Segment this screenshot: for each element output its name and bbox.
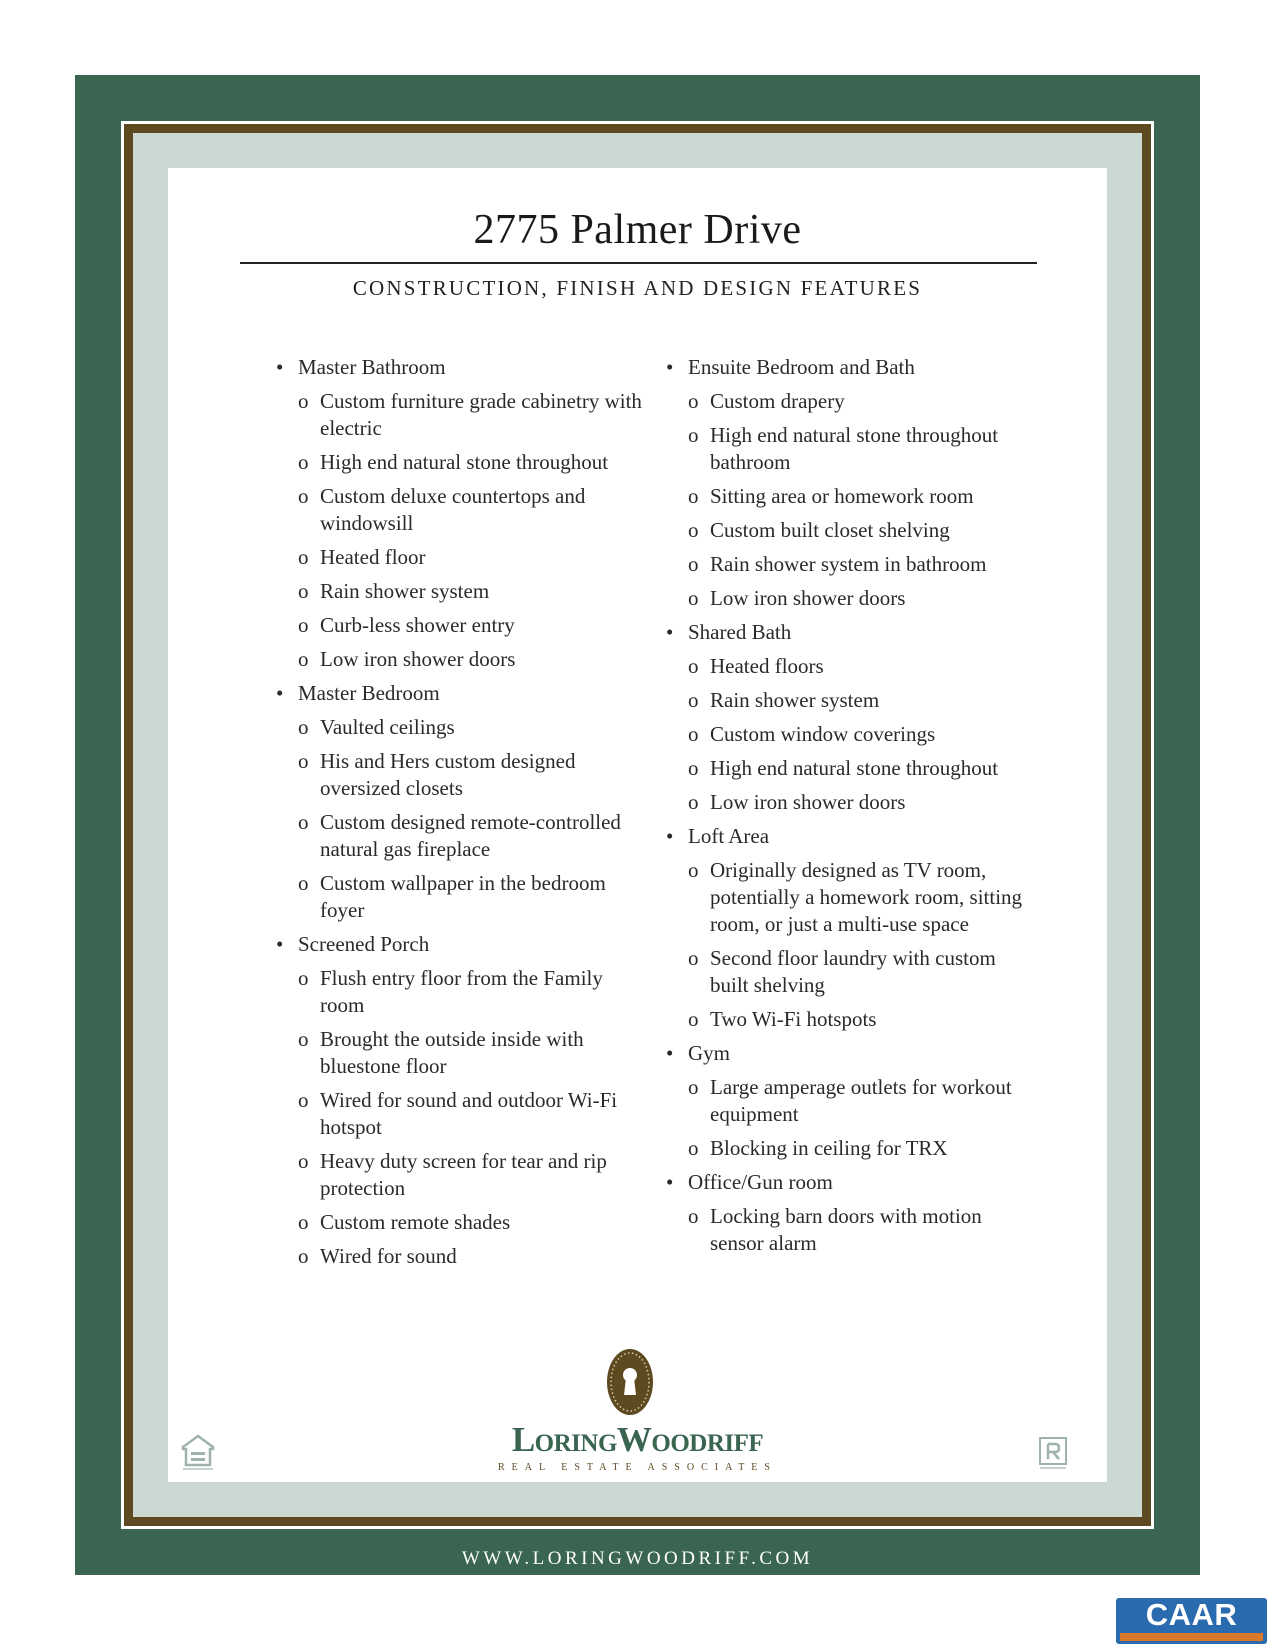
feature-text: Custom designed remote-controlled natural gas fireplace xyxy=(320,810,621,861)
feature-text: Blocking in ceiling for TRX xyxy=(710,1136,948,1160)
feature-item xyxy=(688,721,1036,748)
feature-item xyxy=(688,585,1036,612)
sub-bullet-marker: o xyxy=(688,518,699,542)
feature-section xyxy=(666,823,1036,1033)
feature-text: Brought the outside inside with bluestone floor xyxy=(320,1027,584,1078)
section-heading: Shared Bath xyxy=(688,620,792,644)
feature-list xyxy=(298,965,646,1270)
feature-item xyxy=(298,612,646,639)
bullet-marker: • xyxy=(666,1041,674,1065)
sub-bullet-marker: o xyxy=(688,552,699,576)
feature-item xyxy=(688,653,1036,680)
sub-bullet-marker: o xyxy=(688,858,699,882)
sub-bullet-marker: o xyxy=(298,749,309,773)
feature-item xyxy=(298,1243,646,1270)
feature-item xyxy=(688,755,1036,782)
feature-list xyxy=(298,714,646,924)
feature-section xyxy=(276,931,646,1270)
feature-section xyxy=(276,680,646,924)
sub-bullet-marker: o xyxy=(298,450,309,474)
caar-badge xyxy=(1116,1598,1267,1644)
feature-text: Sitting area or homework room xyxy=(710,484,974,508)
feature-item xyxy=(688,1006,1036,1033)
feature-text: Locking barn doors with motion sensor alarm xyxy=(710,1204,982,1255)
feature-item xyxy=(688,1203,1036,1257)
sub-bullet-marker: o xyxy=(688,654,699,678)
feature-item xyxy=(298,578,646,605)
caar-label: CAAR xyxy=(1145,1597,1238,1632)
bullet-marker: • xyxy=(666,620,674,644)
feature-item xyxy=(298,714,646,741)
sub-bullet-marker: o xyxy=(298,1149,309,1173)
section-heading: Master Bathroom xyxy=(298,355,446,379)
sub-bullet-marker: o xyxy=(688,389,699,413)
feature-item xyxy=(298,646,646,673)
feature-text: Second floor laundry with custom built shelving xyxy=(710,946,996,997)
feature-list xyxy=(688,388,1036,612)
sub-bullet-marker: o xyxy=(298,1027,309,1051)
feature-item xyxy=(298,748,646,802)
feature-text: High end natural stone throughout bathroom xyxy=(710,423,999,474)
feature-text: Custom drapery xyxy=(710,389,845,413)
section-list xyxy=(276,354,646,1270)
bullet-marker: • xyxy=(666,824,674,848)
feature-item xyxy=(688,483,1036,510)
feature-text: Rain shower system xyxy=(710,688,880,712)
sub-bullet-marker: o xyxy=(688,423,699,447)
realtor-icon xyxy=(1038,1436,1068,1472)
title-divider xyxy=(240,262,1037,264)
sub-bullet-marker: o xyxy=(688,484,699,508)
sub-bullet-marker: o xyxy=(688,946,699,970)
sub-bullet-marker: o xyxy=(688,1007,699,1031)
feature-text: Low iron shower doors xyxy=(320,647,516,671)
feature-item xyxy=(688,388,1036,415)
features-column-right xyxy=(666,354,1036,1264)
feature-item xyxy=(298,1209,646,1236)
feature-item xyxy=(298,483,646,537)
feature-text: Wired for sound and outdoor Wi-Fi hotspot xyxy=(320,1088,618,1139)
feature-item xyxy=(688,517,1036,544)
feature-text: Wired for sound xyxy=(320,1244,457,1268)
sub-bullet-marker: o xyxy=(688,722,699,746)
bullet-marker: • xyxy=(276,932,284,956)
sub-bullet-marker: o xyxy=(688,1075,699,1099)
section-list xyxy=(666,354,1036,1257)
sub-bullet-marker: o xyxy=(298,715,309,739)
feature-text: Originally designed as TV room, potentially a homework room, sitting room, or just a multi-use space xyxy=(710,858,1023,936)
bullet-marker: • xyxy=(276,355,284,379)
section-heading: Master Bedroom xyxy=(298,681,440,705)
brand-tagline: REAL ESTATE ASSOCIATES xyxy=(498,1462,777,1473)
feature-list xyxy=(298,388,646,673)
sub-bullet-marker: o xyxy=(298,1244,309,1268)
section-heading: Loft Area xyxy=(688,824,770,848)
feature-item xyxy=(688,422,1036,476)
feature-item xyxy=(688,1074,1036,1128)
bullet-marker: • xyxy=(666,1170,674,1194)
page-title: 2775 Palmer Drive xyxy=(473,207,802,253)
section-heading: Office/Gun room xyxy=(688,1170,833,1194)
feature-text: Vaulted ceilings xyxy=(320,715,455,739)
feature-item xyxy=(298,965,646,1019)
feature-item xyxy=(688,857,1036,938)
feature-item xyxy=(688,789,1036,816)
feature-text: Heated floor xyxy=(320,545,426,569)
bullet-marker: • xyxy=(276,681,284,705)
feature-text: Rain shower system in bathroom xyxy=(710,552,987,576)
feature-section xyxy=(666,354,1036,612)
feature-item xyxy=(298,1026,646,1080)
feature-text: Heavy duty screen for tear and rip protection xyxy=(320,1149,607,1200)
feature-text: Custom wallpaper in the bedroom foyer xyxy=(320,871,606,922)
sub-bullet-marker: o xyxy=(298,810,309,834)
feature-text: High end natural stone throughout xyxy=(320,450,609,474)
feature-item xyxy=(298,1087,646,1141)
features-column-left xyxy=(276,354,646,1277)
feature-list xyxy=(688,1203,1036,1257)
feature-section xyxy=(666,1169,1036,1257)
feature-text: Low iron shower doors xyxy=(710,586,906,610)
feature-text: Custom deluxe countertops and windowsill xyxy=(320,484,586,535)
feature-section xyxy=(276,354,646,673)
sub-bullet-marker: o xyxy=(298,613,309,637)
feature-item xyxy=(298,544,646,571)
website-url[interactable]: WWW.LORINGWOODRIFF.COM xyxy=(461,1548,814,1569)
section-heading: Ensuite Bedroom and Bath xyxy=(688,355,915,379)
sub-bullet-marker: o xyxy=(298,1210,309,1234)
flyer-content xyxy=(168,168,1107,1482)
sub-bullet-marker: o xyxy=(298,545,309,569)
sub-bullet-marker: o xyxy=(688,790,699,814)
caar-stripe xyxy=(1120,1633,1263,1641)
feature-text: Heated floors xyxy=(710,654,824,678)
feature-item xyxy=(688,551,1036,578)
feature-section xyxy=(666,619,1036,816)
feature-text: Custom furniture grade cabinetry with electric xyxy=(320,389,642,440)
sub-bullet-marker: o xyxy=(688,756,699,780)
brand-name: LoringWoodriff xyxy=(511,1420,764,1459)
feature-item xyxy=(298,449,646,476)
feature-list xyxy=(688,857,1036,1033)
bullet-marker: • xyxy=(666,355,674,379)
sub-bullet-marker: o xyxy=(298,579,309,603)
page-subtitle: CONSTRUCTION, FINISH AND DESIGN FEATURES xyxy=(352,276,923,300)
sub-bullet-marker: o xyxy=(298,647,309,671)
feature-text: High end natural stone throughout xyxy=(710,756,999,780)
feature-item xyxy=(688,687,1036,714)
sub-bullet-marker: o xyxy=(688,1204,699,1228)
sub-bullet-marker: o xyxy=(298,484,309,508)
feature-item xyxy=(298,388,646,442)
feature-text: His and Hers custom designed oversized closets xyxy=(320,749,576,800)
keyhole-icon xyxy=(606,1348,654,1416)
feature-text: Custom built closet shelving xyxy=(710,518,950,542)
feature-item xyxy=(298,809,646,863)
feature-text: Custom window coverings xyxy=(710,722,936,746)
sub-bullet-marker: o xyxy=(688,688,699,712)
feature-text: Flush entry floor from the Family room xyxy=(320,966,603,1017)
feature-item xyxy=(298,1148,646,1202)
feature-text: Large amperage outlets for workout equipment xyxy=(710,1075,1012,1126)
feature-text: Custom remote shades xyxy=(320,1210,511,1234)
feature-text: Low iron shower doors xyxy=(710,790,906,814)
feature-section xyxy=(666,1040,1036,1162)
feature-item xyxy=(688,1135,1036,1162)
section-heading: Screened Porch xyxy=(298,932,430,956)
feature-text: Two Wi-Fi hotspots xyxy=(710,1007,877,1031)
feature-text: Rain shower system xyxy=(320,579,490,603)
feature-list xyxy=(688,653,1036,816)
feature-item xyxy=(688,945,1036,999)
feature-item xyxy=(298,870,646,924)
sub-bullet-marker: o xyxy=(298,1088,309,1112)
sub-bullet-marker: o xyxy=(688,1136,699,1160)
sub-bullet-marker: o xyxy=(298,389,309,413)
sub-bullet-marker: o xyxy=(298,966,309,990)
sub-bullet-marker: o xyxy=(298,871,309,895)
feature-list xyxy=(688,1074,1036,1162)
feature-text: Curb-less shower entry xyxy=(320,613,515,637)
sub-bullet-marker: o xyxy=(688,586,699,610)
section-heading: Gym xyxy=(688,1041,730,1065)
